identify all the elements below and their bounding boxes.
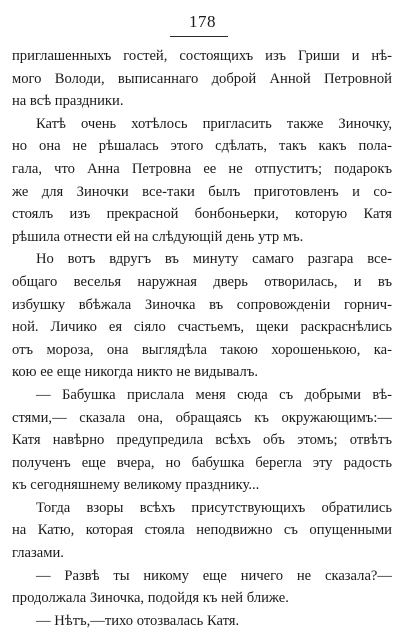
text-line: на всѣ праздники. — [12, 93, 124, 110]
text-line: глазами. — [12, 545, 64, 562]
text-line: же для Зиночки все-таки былъ приготовленъ и со- — [12, 183, 392, 200]
text-line: приглашенныхъ гостей, состоящихъ изъ Гриши и нѣ- — [12, 48, 392, 64]
text-line: мого Володи, выписаннаго доброй Анной Петровной — [12, 70, 392, 87]
text-line: Катя навѣрно предупредила всѣхъ объ этомъ; отвѣтъ — [12, 432, 392, 449]
text-line: Катѣ очень хотѣлось пригласить также Зиночку, — [36, 115, 392, 132]
text-line: на Катю, которая стояла неподвижно съ опущенными — [12, 522, 392, 539]
text-line: ной. Личико ея сіяло счастьемъ, щеки раскраснѣлись — [12, 319, 392, 336]
text-line: кою ее еще никогда никто не видывалъ. — [12, 364, 259, 381]
header-rule — [170, 36, 228, 37]
text-line: избушку вбѣжала Зиночка въ сопровожденіи горнич- — [12, 296, 392, 313]
text-line: — Нѣтъ,—тихо отозвалась Катя. — [36, 612, 240, 629]
text-line: отъ мороза, она выглядѣла такою хорошенькою, ка- — [12, 341, 392, 358]
text-line: полученъ еще вчера, но бабушка берегла эту радость — [12, 454, 392, 471]
text-line: Но вотъ вдругъ въ минуту самаго разгара все- — [36, 251, 392, 268]
text-line: общаго веселья наружная дверь отворилась, и въ — [12, 273, 392, 290]
text-line: стями,— сказала она, обращаясь къ окружающимъ:— — [12, 409, 392, 426]
text-line: — Бабушка прислала меня сюда съ добрыми вѣ- — [36, 386, 392, 403]
text-line: Тогда взоры всѣхъ присутствующихъ обратились — [36, 499, 392, 516]
text-line: — Развѣ ты никому еще ничего не сказала?— — [36, 567, 392, 584]
page-number: 178 — [189, 12, 216, 31]
body-text — [12, 45, 392, 632]
text-line: стоялъ изъ прекрасной бонбоньерки, которую Катя — [12, 206, 392, 223]
text-line: гала, что Анна Петровна ее не отпуститъ; подарокъ — [12, 160, 392, 177]
text-line: продолжала Зиночка, подойдя къ ней ближе. — [12, 590, 289, 607]
text-line: къ сегодняшнему великому празднику... — [12, 477, 260, 494]
text-line: рѣшила отнести ей на слѣдующій день утр мъ. — [12, 228, 304, 245]
text-line: но она не рѣшалась этого сдѣлать, такъ какъ пола- — [12, 138, 392, 155]
